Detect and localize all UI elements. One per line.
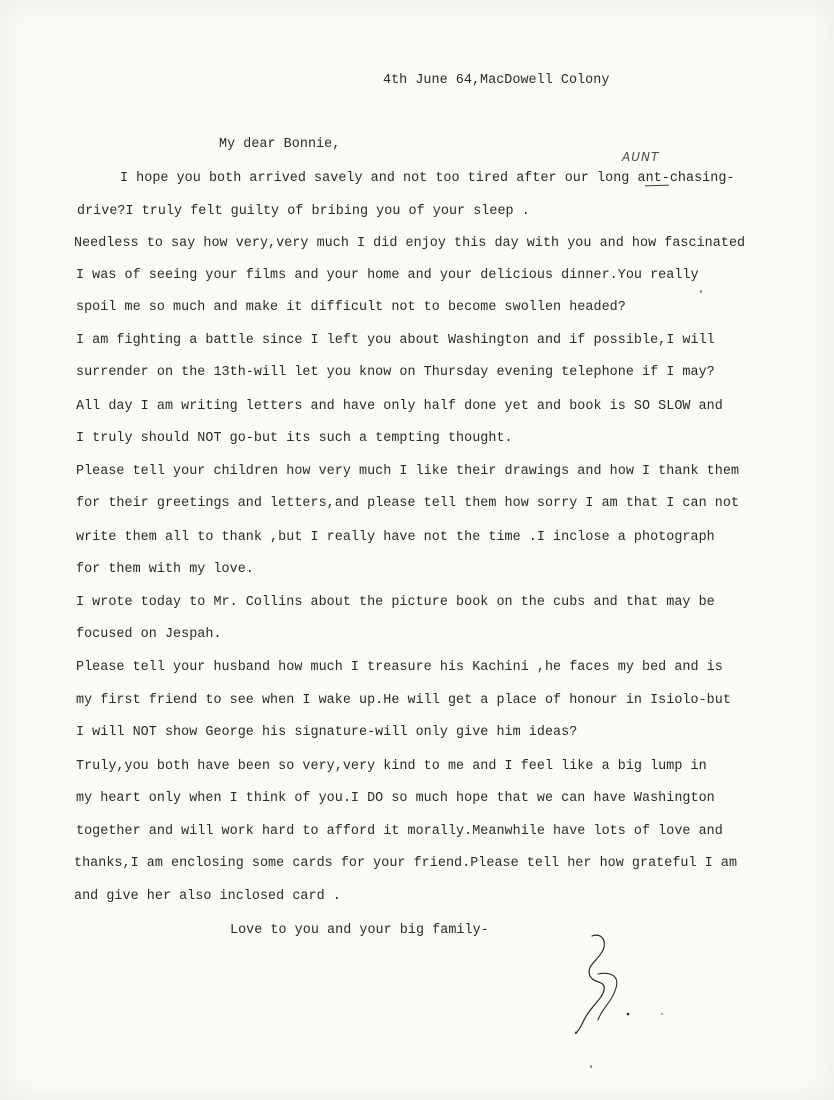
closing: Love to you and your big family- xyxy=(230,923,489,938)
body-line: Please tell your children how very much I like their drawings and how I thank them xyxy=(76,464,740,479)
body-line: I was of seeing your films and your home and your delicious dinner.You really xyxy=(76,268,699,283)
body-line: write them all to thank ,but I really have not the time .I inclose a photograph xyxy=(76,530,715,545)
handwritten-correction: AUNT xyxy=(622,150,660,164)
pencil-mark xyxy=(700,290,702,293)
body-line: I wrote today to Mr. Collins about the picture book on the cubs and that may be xyxy=(76,595,715,610)
dateline: 4th June 64,MacDowell Colony xyxy=(383,73,610,88)
body-line: surrender on the 13th-will let you know on Thursday evening telephone if I may? xyxy=(76,365,715,380)
body-line: and give her also inclosed card . xyxy=(74,889,341,904)
body-line: I will NOT show George his signature-will only give him ideas? xyxy=(76,725,578,740)
body-line: drive?I truly felt guilty of bribing you of your sleep . xyxy=(77,204,530,219)
body-line: thanks,I am enclosing some cards for your friend.Please tell her how grateful I am xyxy=(74,856,738,871)
salutation: My dear Bonnie, xyxy=(219,137,341,152)
handwritten-signature xyxy=(568,928,678,1038)
body-line: my first friend to see when I wake up.He will get a place of honour in Isiolo-but xyxy=(76,693,731,708)
body-line: for them with my love. xyxy=(76,562,254,577)
body-line: for their greetings and letters,and please tell them how sorry I am that I can not xyxy=(76,496,740,511)
body-line: Needless to say how very,very much I did enjoy this day with you and how fascinated xyxy=(74,236,746,251)
body-line: Please tell your husband how much I treasure his Kachini ,he faces my bed and is xyxy=(76,660,723,675)
body-line: Truly,you both have been so very,very kind to me and I feel like a big lump in xyxy=(76,759,707,774)
pencil-mark xyxy=(590,1065,592,1068)
body-line: All day I am writing letters and have only half done yet and book is SO SLOW and xyxy=(76,399,723,414)
body-line: spoil me so much and make it difficult not to become swollen headed? xyxy=(76,300,626,315)
body-line: I am fighting a battle since I left you about Washington and if possible,I will xyxy=(76,333,715,348)
body-line: together and will work hard to afford it morally.Meanwhile have lots of love and xyxy=(76,824,723,839)
body-line: focused on Jespah. xyxy=(76,627,222,642)
body-line: my heart only when I think of you.I DO so much hope that we can have Washington xyxy=(76,791,715,806)
body-line: I truly should NOT go-but its such a tempting thought. xyxy=(76,431,513,446)
body-line: I hope you both arrived savely and not too tired after our long ant-chasing- xyxy=(120,171,735,186)
